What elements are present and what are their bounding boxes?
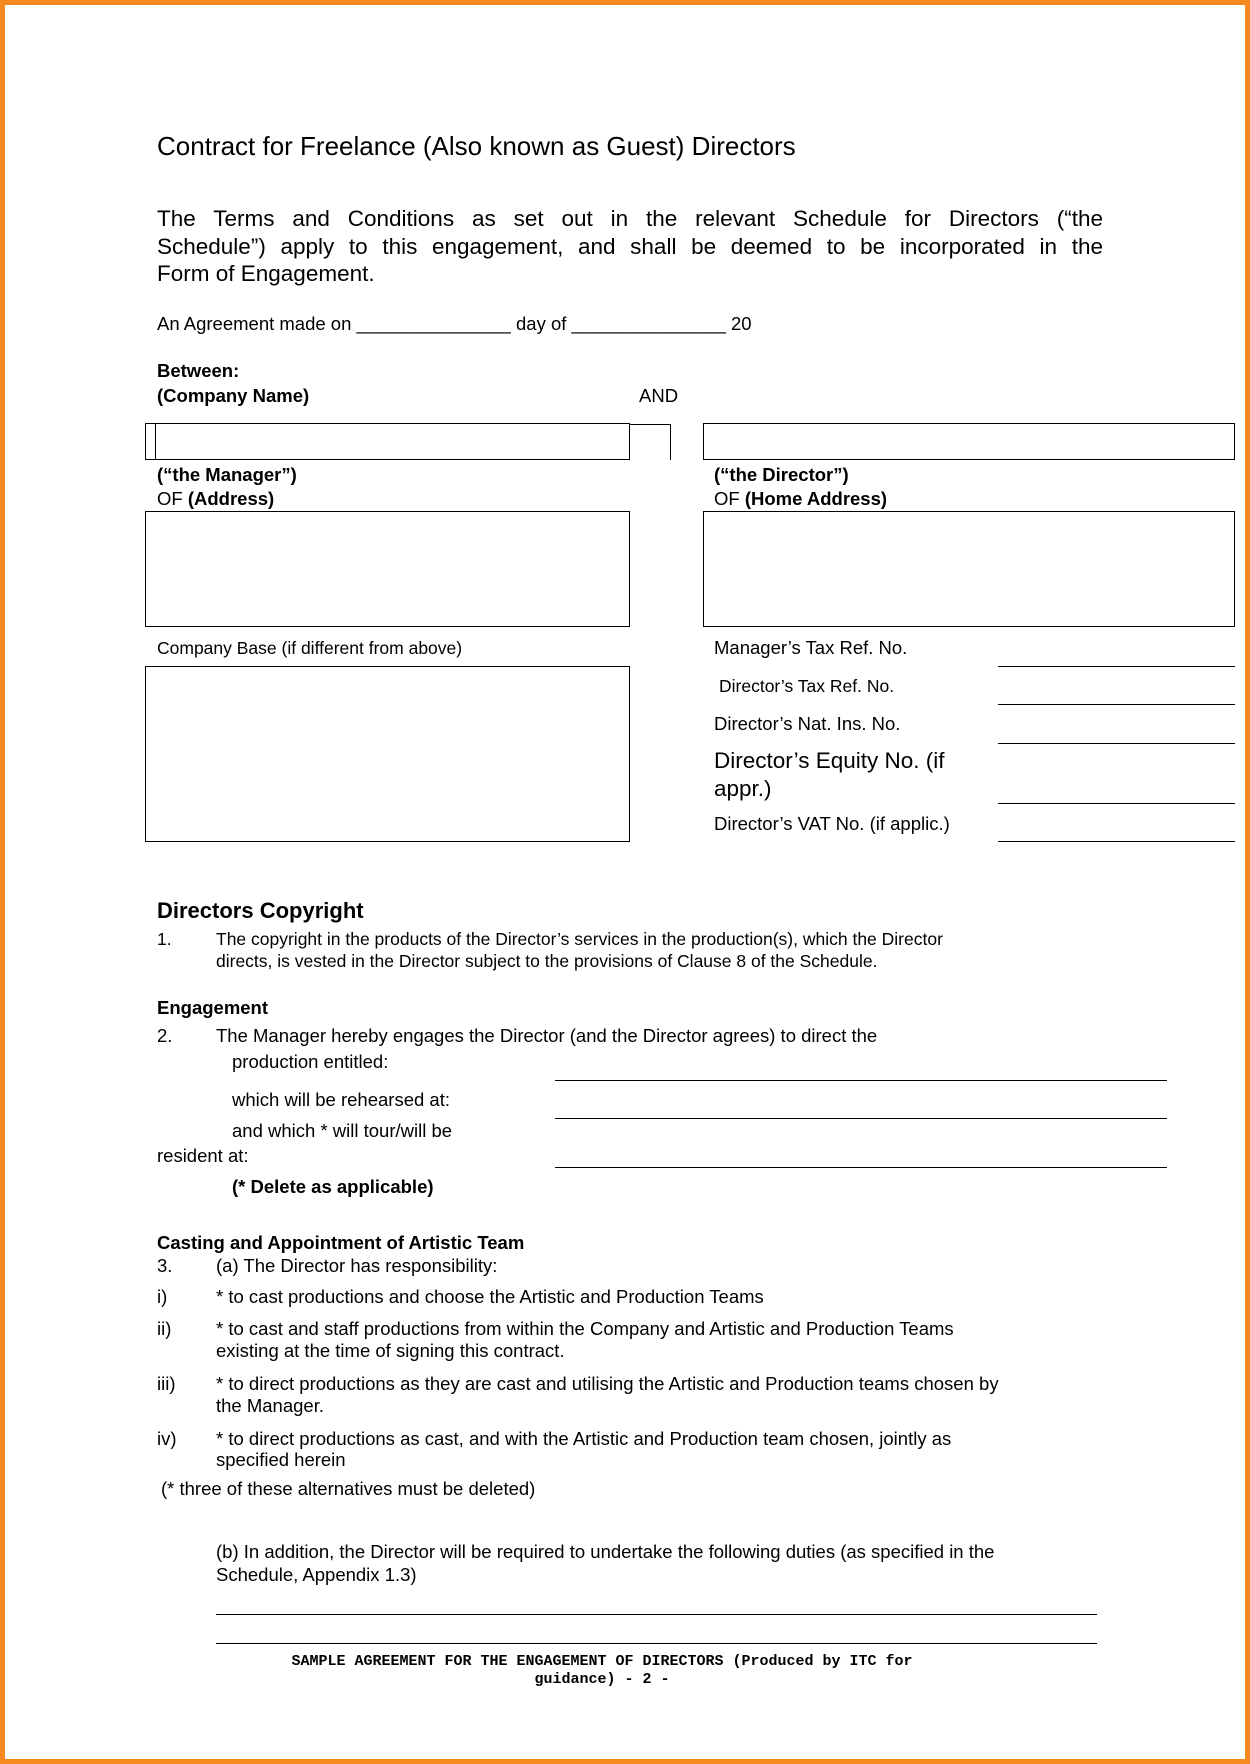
casting-clause-a: (a) The Director has responsibility: bbox=[216, 1255, 498, 1276]
footer-line: guidance) - 2 - bbox=[534, 1671, 670, 1688]
manager-tax-ref-label: Manager’s Tax Ref. No. bbox=[714, 637, 908, 658]
intro-line: The Terms and Conditions as set out in the relevant Schedule for Directors (“the bbox=[157, 206, 1103, 231]
company-name-field[interactable] bbox=[145, 423, 630, 460]
option-number: iii) bbox=[157, 1373, 176, 1394]
duties-field[interactable] bbox=[216, 1643, 1097, 1644]
director-tax-ref-field[interactable] bbox=[998, 704, 1235, 705]
tour-label-line: and which * will tour/will be bbox=[232, 1120, 453, 1141]
address-label: (Address) bbox=[187, 488, 275, 509]
between-label: Between: bbox=[157, 360, 240, 381]
casting-heading: Casting and Appointment of Artistic Team bbox=[157, 1232, 525, 1253]
company-base-field[interactable] bbox=[145, 666, 630, 842]
option-text: existing at the time of signing this contract. bbox=[216, 1340, 565, 1361]
tour-resident-venue-field[interactable] bbox=[555, 1167, 1167, 1168]
home-address-label: (Home Address) bbox=[744, 488, 888, 509]
director-ni-label: Director’s Nat. Ins. No. bbox=[714, 713, 901, 734]
manager-tax-ref-field[interactable] bbox=[998, 666, 1235, 667]
of-prefix: OF bbox=[157, 488, 183, 509]
copyright-text-line: The copyright in the products of the Director’s services in the production(s), which the Director bbox=[216, 929, 943, 949]
option-number: iv) bbox=[157, 1428, 177, 1449]
engagement-heading: Engagement bbox=[157, 997, 269, 1018]
rehearsal-venue-field[interactable] bbox=[555, 1118, 1167, 1119]
page-footer bbox=[202, 1653, 1002, 1689]
rehearsed-at-label: which will be rehearsed at: bbox=[232, 1089, 450, 1110]
director-address-label bbox=[714, 488, 887, 510]
director-ni-field[interactable] bbox=[998, 743, 1235, 744]
director-name-field[interactable] bbox=[703, 423, 1235, 460]
of-prefix: OF bbox=[714, 488, 740, 509]
option-text: * to cast productions and choose the Artistic and Production Teams bbox=[216, 1286, 764, 1307]
document-title: Contract for Freelance (Also known as Guest) Directors bbox=[157, 131, 796, 161]
option-text: * to direct productions as they are cast and utilising the Artistic and Production teams chosen by bbox=[216, 1373, 999, 1394]
footer-line: SAMPLE AGREEMENT FOR THE ENGAGEMENT OF DIRECTORS (Produced by ITC for bbox=[291, 1653, 913, 1670]
option-number: ii) bbox=[157, 1318, 172, 1339]
manager-address-field[interactable] bbox=[145, 511, 630, 627]
duties-field[interactable] bbox=[216, 1614, 1097, 1615]
the-manager-label: (“the Manager”) bbox=[157, 464, 297, 485]
casting-clause-b-line: (b) In addition, the Director will be required to undertake the following duties (as specified in the bbox=[216, 1541, 995, 1562]
clause-number: 1. bbox=[157, 929, 172, 949]
copyright-text-line: directs, is vested in the Director subject to the provisions of Clause 8 of the Schedule. bbox=[216, 951, 878, 971]
director-equity-field[interactable] bbox=[998, 803, 1235, 804]
delete-note: (* Delete as applicable) bbox=[232, 1176, 434, 1197]
the-director-label: (“the Director”) bbox=[714, 464, 849, 485]
option-number: i) bbox=[157, 1286, 168, 1307]
option-text: * to cast and staff productions from within the Company and Artistic and Production Teams bbox=[216, 1318, 954, 1339]
copyright-heading: Directors Copyright bbox=[157, 898, 364, 923]
director-vat-label: Director’s VAT No. (if applic.) bbox=[714, 813, 950, 834]
casting-clause-b-line: Schedule, Appendix 1.3) bbox=[216, 1564, 417, 1585]
company-name-label: (Company Name) bbox=[157, 385, 310, 406]
director-equity-label bbox=[714, 747, 944, 803]
field-divider bbox=[670, 424, 671, 460]
agreement-date-line: An Agreement made on _______________ day of _______________ 20 bbox=[157, 313, 752, 334]
production-entitled-label: production entitled: bbox=[232, 1051, 389, 1072]
option-text: * to direct productions as cast, and with the Artistic and Production team chosen, jointly as bbox=[216, 1428, 952, 1449]
clause-number: 2. bbox=[157, 1025, 173, 1046]
intro-line: Form of Engagement. bbox=[157, 261, 375, 286]
and-label: AND bbox=[639, 385, 679, 406]
option-text: the Manager. bbox=[216, 1395, 324, 1416]
field-divider bbox=[630, 424, 670, 425]
engagement-text-line: The Manager hereby engages the Director (and the Director agrees) to direct the bbox=[216, 1025, 878, 1046]
intro-line: Schedule”) apply to this engagement, and shall be deemed to be incorporated in the bbox=[157, 233, 1103, 259]
manager-address-label bbox=[157, 488, 274, 510]
director-equity-label-line: appr.) bbox=[714, 776, 772, 801]
option-text: specified herein bbox=[216, 1449, 346, 1470]
field-divider bbox=[155, 423, 156, 460]
director-tax-ref-label: Director’s Tax Ref. No. bbox=[719, 676, 895, 696]
director-vat-field[interactable] bbox=[998, 841, 1235, 842]
clause-number: 3. bbox=[157, 1255, 173, 1276]
intro-paragraph bbox=[157, 205, 1103, 288]
company-base-label: Company Base (if different from above) bbox=[157, 638, 463, 658]
production-title-field[interactable] bbox=[555, 1080, 1167, 1081]
director-equity-label-line: Director’s Equity No. (if bbox=[714, 748, 945, 773]
director-home-address-field[interactable] bbox=[703, 511, 1235, 627]
tour-label-line: resident at: bbox=[157, 1145, 249, 1166]
alternatives-note: (* three of these alternatives must be deleted) bbox=[161, 1478, 536, 1499]
